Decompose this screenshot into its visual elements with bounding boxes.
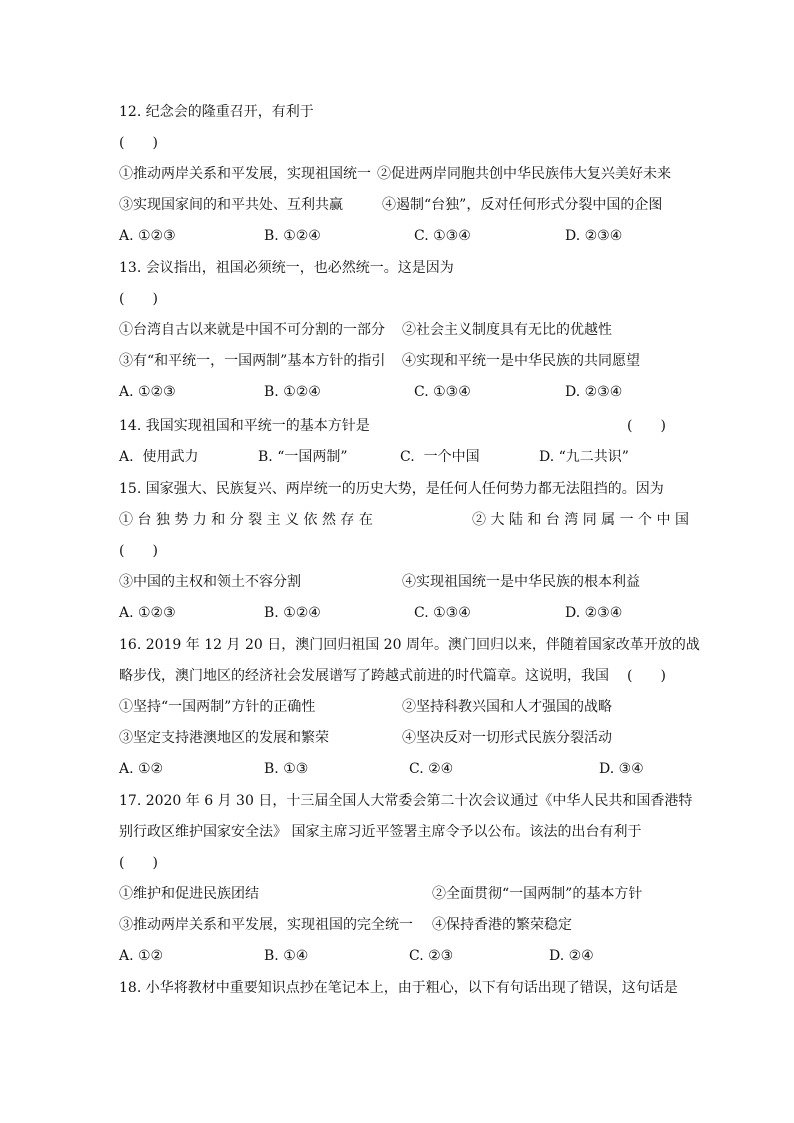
q17-choice-b: B. ①④	[264, 948, 309, 964]
q17-option-4: ④保持香港的繁荣稳定	[432, 917, 572, 933]
q16-choice-c: C. ②④	[409, 761, 454, 777]
q16-choice-a: A. ①②	[119, 761, 164, 777]
q12-options-row2	[119, 195, 675, 215]
q17-stem-line2: 别行政区维护国家安全法》 国家主席习近平签署主席令予以公布。该法的出台有利于	[119, 824, 642, 840]
q14-choices	[119, 447, 675, 467]
q13-choice-a: A. ①②③	[119, 384, 176, 400]
q15-choice-d: D. ②③④	[565, 605, 623, 621]
q16-stem-line2: 略步伐，澳门地区的经济社会发展谱写了跨越式前进的时代篇章。这说明，我国	[119, 668, 609, 684]
q13-choice-d: D. ②③④	[565, 384, 623, 400]
q13-options-row1	[119, 320, 675, 340]
q16-choice-b: B. ①③	[264, 761, 309, 777]
q16-option-4: ④坚决反对一切形式民族分裂活动	[402, 730, 612, 746]
q15-choice-a: A. ①②③	[119, 605, 176, 621]
q12-option-1: ①推动两岸关系和平发展，实现祖国统一	[119, 166, 371, 182]
q13-choice-c: C. ①③④	[414, 384, 471, 400]
q12-choices	[119, 226, 675, 246]
q14-answer-paren: ( )	[627, 418, 666, 434]
q12-stem: 12. 纪念会的隆重召开，有利于	[119, 104, 314, 120]
q15-options-row2	[119, 572, 675, 592]
q14-choice-a: A. 使用武力	[119, 449, 199, 465]
q12-option-2: ②促进两岸同胞共创中华民族伟大复兴美好未来	[377, 166, 671, 182]
q16-option-3: ③坚定支持港澳地区的发展和繁荣	[119, 730, 329, 746]
q15-option-4: ④实现祖国统一是中华民族的根本利益	[402, 574, 640, 590]
q15-choices	[119, 603, 675, 623]
q16-stem-row2	[119, 666, 675, 686]
q17-options-row2	[119, 915, 675, 935]
q17-option-2: ②全面贯彻“一国两制”的基本方针	[432, 886, 643, 902]
q12-option-3: ③实现国家间的和平共处、互利共赢	[119, 197, 343, 213]
q16-option-1: ①坚持“一国两制”方针的正确性	[119, 699, 316, 715]
q17-stem-line1: 17. 2020 年 6 月 30 日，十三届全国人大常委会第二十次会议通过《中华人民共和国香港特	[119, 793, 693, 809]
q16-options-row2	[119, 728, 675, 748]
q13-choice-b: B. ①②④	[264, 384, 321, 400]
q14-choice-d: D. “九二共识”	[539, 449, 629, 465]
q17-choice-a: A. ①②	[119, 948, 164, 964]
q17-options-row1	[119, 884, 675, 904]
q15-option-1: ① 台 独 势 力 和 分 裂 主 义 依 然 存 在	[119, 512, 373, 528]
q14-choice-b: B. “一国两制”	[258, 449, 348, 465]
q12-choice-a: A. ①②③	[119, 228, 176, 244]
q13-option-2: ②社会主义制度具有无比的优越性	[402, 322, 612, 338]
q13-choices	[119, 382, 675, 402]
q18-stem: 18. 小华将教材中重要知识点抄在笔记本上，由于粗心，以下有句话出现了错误，这句话是	[119, 980, 678, 996]
q13-options-row2	[119, 351, 675, 371]
q15-option-2: ② 大 陆 和 台 湾 同 属 一 个 中 国	[472, 512, 689, 528]
q15-options-row1	[119, 510, 689, 530]
q13-stem: 13. 会议指出，祖国必须统一，也必然统一。这是因为	[119, 260, 454, 276]
q17-choice-d: D. ②④	[549, 948, 594, 964]
q14-choice-c: C. 一个中国	[400, 449, 480, 465]
q12-options-row1	[119, 164, 675, 184]
q13-answer-paren: ( )	[119, 291, 158, 307]
q17-option-3: ③推动两岸关系和平发展，实现祖国的完全统一	[119, 917, 413, 933]
q16-options-row1	[119, 697, 675, 717]
q16-answer-paren: ( )	[627, 668, 666, 684]
q14-stem-row	[119, 416, 675, 436]
q12-choice-b: B. ①②④	[264, 228, 321, 244]
q12-choice-d: D. ②③④	[565, 228, 623, 244]
q12-choice-c: C. ①③④	[414, 228, 471, 244]
q17-choices	[119, 946, 675, 966]
q17-answer-paren: ( )	[119, 855, 158, 871]
q12-option-4: ④遏制“台独”，反对任何形式分裂中国的企图	[382, 197, 663, 213]
q17-option-1: ①维护和促进民族团结	[119, 886, 259, 902]
q15-option-3: ③中国的主权和领土不容分割	[119, 574, 301, 590]
q15-choice-c: C. ①③④	[414, 605, 471, 621]
q16-stem-line1: 16. 2019 年 12 月 20 日，澳门回归祖国 20 周年。澳门回归以来，伴随着国家改革开放的战	[119, 637, 700, 653]
q15-stem: 15. 国家强大、民族复兴、两岸统一的历史大势，是任何人任何势力都无法阻挡的。因为	[119, 481, 664, 497]
q17-choice-c: C. ②③	[409, 948, 454, 964]
q16-choices	[119, 759, 675, 779]
q16-choice-d: D. ③④	[599, 761, 644, 777]
q13-option-4: ④实现和平统一是中华民族的共同愿望	[402, 353, 640, 369]
q13-option-1: ①台湾自古以来就是中国不可分割的一部分	[119, 322, 385, 338]
q15-choice-b: B. ①②④	[264, 605, 321, 621]
q14-stem: 14. 我国实现祖国和平统一的基本方针是	[119, 418, 370, 434]
q15-answer-paren: ( )	[119, 543, 158, 559]
q16-option-2: ②坚持科教兴国和人才强国的战略	[402, 699, 612, 715]
q13-option-3: ③有“和平统一，一国两制”基本方针的指引	[119, 353, 386, 369]
q12-answer-paren: ( )	[119, 135, 158, 151]
